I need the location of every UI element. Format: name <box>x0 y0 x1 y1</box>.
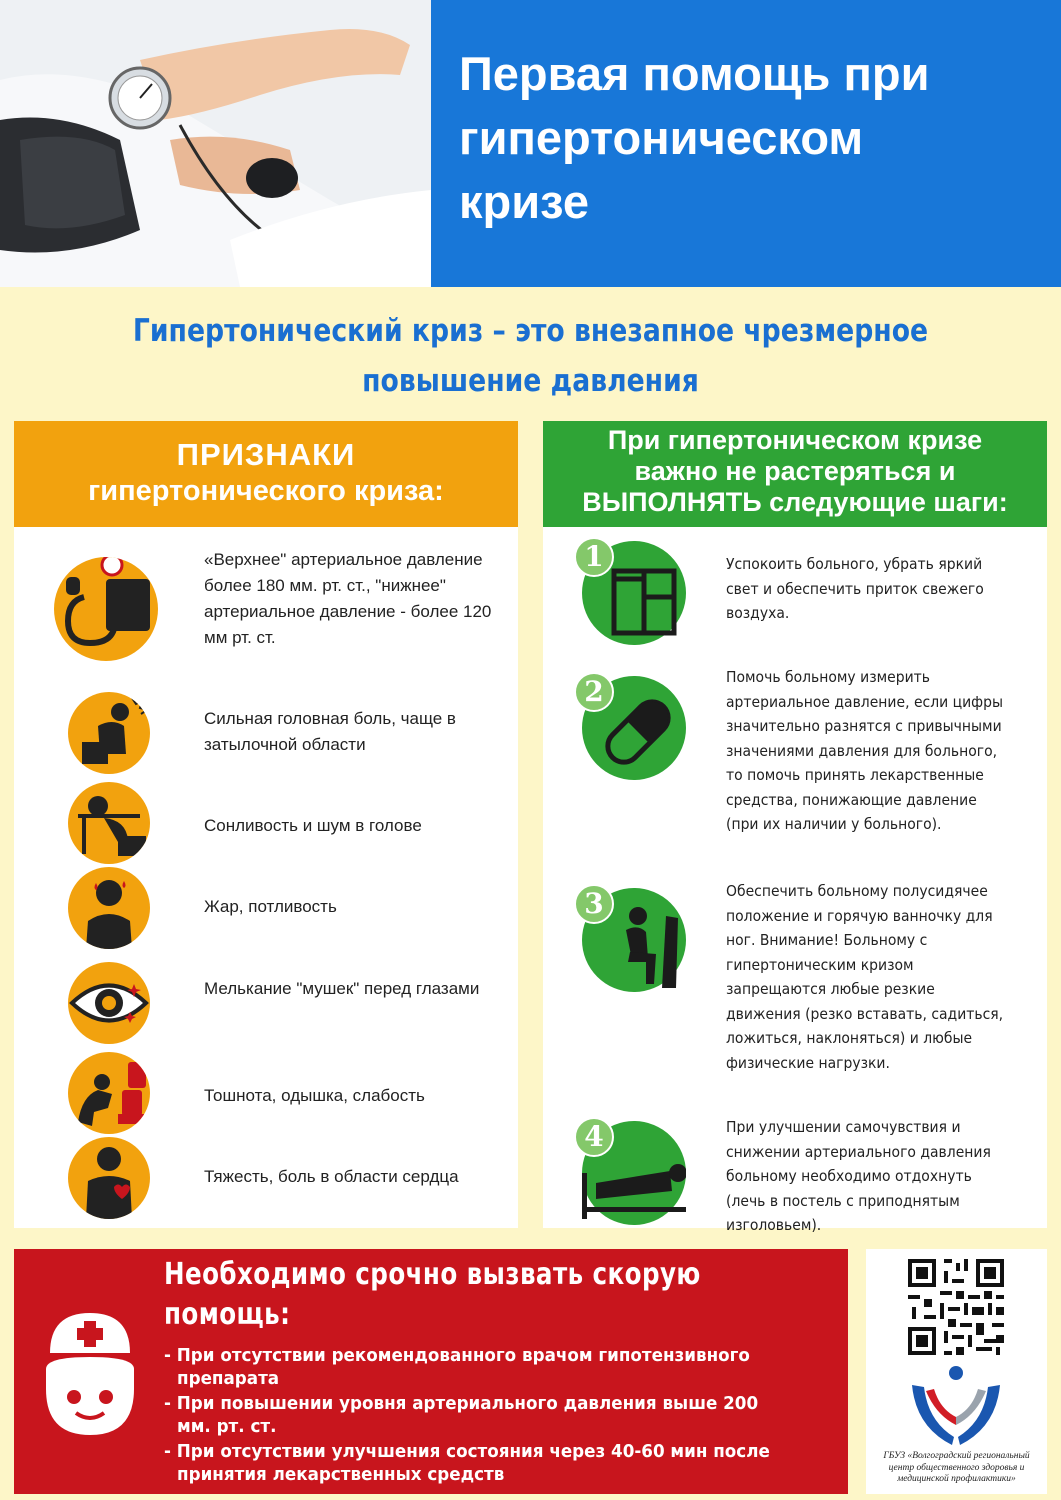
step-text: Помочь больному измерить артериальное давление, если цифры значительно разнятся с привычными значениями давления для больного, то помочь принять лекарственные средства, понижающие давление (при их наличии у больного). <box>726 668 1003 833</box>
org-logo-icon <box>906 1365 1006 1449</box>
title-line: гипертоническом <box>459 111 864 164</box>
list-item: - При отсутствии улучшения состояния через 40-60 мин после принятия лекарственных средств <box>164 1441 770 1485</box>
steps-heading <box>543 421 1047 527</box>
window-icon <box>582 541 686 645</box>
sign-text: Тошнота, одышка, слабость <box>204 1086 425 1105</box>
page-title <box>431 0 1061 287</box>
org-info-box <box>866 1249 1047 1494</box>
nurse-icon <box>40 1309 140 1439</box>
headache-icon <box>68 692 150 774</box>
emergency-list <box>164 1344 796 1488</box>
signs-heading-line: ПРИЗНАКИ <box>176 437 356 472</box>
emergency-title-line: помощь: <box>164 1297 291 1332</box>
title-line: Первая помощь при <box>459 47 930 100</box>
sweating-icon <box>68 867 150 949</box>
org-caption: ГБУЗ «Волгоградский региональный центр общественного здоровья и медицинской профилактики» <box>883 1451 1030 1484</box>
hero-banner <box>0 0 1061 287</box>
step-text: Обеспечить больному полусидячее положение и горячую ванночку для ног. Внимание! Больному с гипертоническим кризом запрещаются любые резкие движения (резко вставать, садиться, ложиться, наклоняться) и любые физические нагрузки. <box>726 882 1004 1072</box>
list-item: - При повышении уровня артериального давления выше 200 мм. рт. ст. <box>164 1393 759 1437</box>
blood-pressure-monitor-icon <box>54 557 158 661</box>
steps-heading-line: важно не растеряться и <box>634 456 956 486</box>
subtitle-line: повышение давления <box>362 363 699 399</box>
sign-text: «Верхнее" артериальное давление более 180 мм. рт. ст., "нижнее" артериальное давление - более 120 мм рт. ст. <box>204 550 492 647</box>
sign-text: Сильная головная боль, чаще в затылочной области <box>204 709 456 754</box>
pill-icon <box>582 676 686 780</box>
step-number: 4 <box>574 1117 614 1157</box>
step-text: Успокоить больного, убрать яркий свет и обеспечить приток свежего воздуха. <box>726 555 984 622</box>
sign-text: Тяжесть, боль в области сердца <box>204 1167 459 1186</box>
steps-heading-line: ВЫПОЛНЯТЬ следующие шаги: <box>582 487 1008 517</box>
signs-heading-line: гипертонического криза: <box>88 475 444 507</box>
emergency-title-line: Необходимо срочно вызвать скорую <box>164 1257 701 1292</box>
bed-rest-icon <box>582 1121 686 1225</box>
emergency-box <box>14 1249 848 1494</box>
emergency-title <box>164 1255 713 1335</box>
step-number: 1 <box>574 537 614 577</box>
sign-text: Сонливость и шум в голове <box>204 816 422 835</box>
steps-panel <box>543 421 1047 1234</box>
step-text: При улучшении самочувствия и снижении артериального давления больному необходимо отдохнуть (лечь в постель с приподнятым изголовьем). <box>726 1118 991 1234</box>
qr-code-icon[interactable] <box>904 1255 1008 1359</box>
step-number: 3 <box>574 884 614 924</box>
drowsiness-icon <box>68 782 150 864</box>
eye-flashes-icon <box>68 962 150 1044</box>
definition-subtitle <box>74 306 986 406</box>
subtitle-line: Гипертонический криз – это внезапное чрезмерное <box>132 313 929 349</box>
title-line: кризе <box>459 175 590 228</box>
steps-heading-line: При гипертоническом кризе <box>607 425 983 455</box>
sign-text: Жар, потливость <box>204 897 337 916</box>
heart-pain-icon <box>68 1137 150 1219</box>
list-item: - При отсутствии рекомендованного врачом гипотензивного препарата <box>164 1345 750 1389</box>
sitting-person-icon <box>582 888 686 992</box>
blood-pressure-photo <box>0 0 431 287</box>
step-number: 2 <box>574 672 614 712</box>
nausea-icon <box>68 1052 150 1134</box>
signs-panel <box>14 421 518 1228</box>
signs-heading <box>14 421 518 527</box>
sign-text: Мелькание "мушек" перед глазами <box>204 979 480 998</box>
